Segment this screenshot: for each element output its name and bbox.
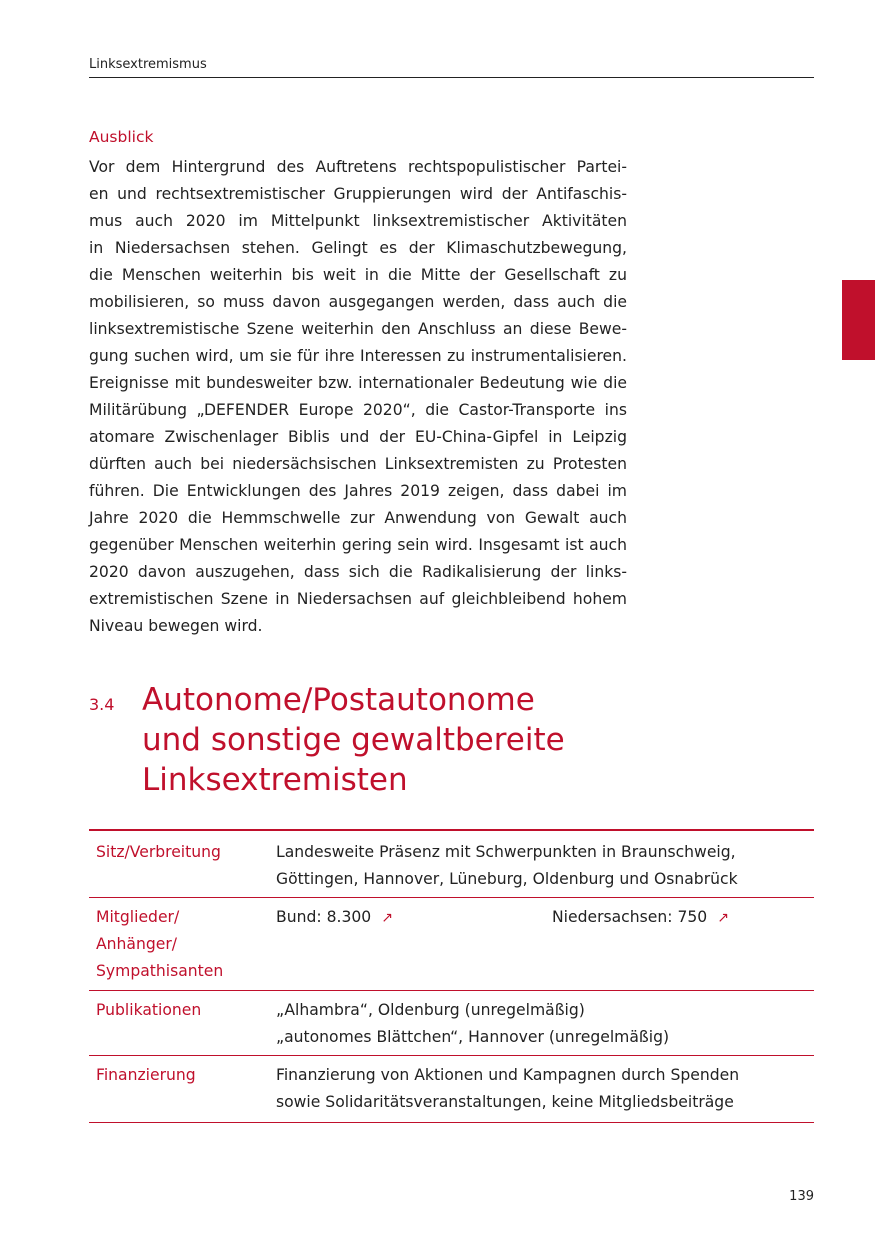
count-bund-value: Bund: 8.300 bbox=[276, 908, 372, 926]
fact-table bbox=[89, 829, 814, 1123]
table-row-finanzierung bbox=[89, 1056, 814, 1123]
value-line: Landesweite Präsenz mit Schwerpunkten in Braunschweig, bbox=[276, 843, 736, 861]
row-value bbox=[276, 991, 814, 1056]
paragraph-line: mobilisieren, so muss davon ausgegangen werden, dass auch die bbox=[89, 293, 627, 311]
member-counts bbox=[276, 904, 814, 931]
paragraph-line: gegenüber Menschen weiterhin gering sein wird. Insgesamt ist auch bbox=[89, 536, 627, 554]
section-number: 3.4 bbox=[89, 695, 115, 714]
paragraph-line: extremistischen Szene in Niedersachsen auf gleichbleibend hohem bbox=[89, 590, 627, 608]
chapter-marker-tab bbox=[842, 280, 875, 360]
label-line: Sympathisanten bbox=[96, 962, 224, 980]
section-title-line: Linksextremisten bbox=[142, 762, 408, 798]
row-label bbox=[89, 898, 276, 991]
paragraph-line: Jahre 2020 die Hemmschwelle zur Anwendung von Gewalt auch bbox=[89, 509, 627, 527]
value-line: sowie Solidaritätsveranstaltungen, keine Mitgliedsbeiträge bbox=[276, 1093, 734, 1111]
paragraph-line: dürften auch bei niedersächsischen Linksextremisten zu Protesten bbox=[89, 455, 627, 473]
value-line: Finanzierung von Aktionen und Kampagnen durch Spenden bbox=[276, 1066, 740, 1084]
paragraph-line: atomare Zwischenlager Biblis und der EU-China-Gipfel in Leipzig bbox=[89, 428, 627, 446]
paragraph-line: 2020 davon auszugehen, dass sich die Radikalisierung der links- bbox=[89, 563, 627, 581]
section-title-line: Autonome/Postautonome bbox=[142, 682, 535, 718]
row-label: Publikationen bbox=[96, 1001, 202, 1019]
count-niedersachsen bbox=[552, 904, 729, 932]
count-bund bbox=[276, 904, 393, 932]
paragraph-line: en und rechtsextremistischer Gruppierungen wird der Antifaschis- bbox=[89, 185, 627, 203]
value-line: „autonomes Blättchen“, Hannover (unregelmäßig) bbox=[276, 1028, 670, 1046]
table-row-sitz bbox=[89, 830, 814, 898]
paragraph-line: Vor dem Hintergrund des Auftretens rechtspopulistischer Partei- bbox=[89, 158, 627, 176]
section-title-line: und sonstige gewaltbereite bbox=[142, 722, 565, 758]
ausblick-heading: Ausblick bbox=[89, 128, 154, 146]
trend-up-icon: ↗ bbox=[717, 910, 729, 926]
value-line: „Alhambra“, Oldenburg (unregelmäßig) bbox=[276, 1001, 585, 1019]
row-value bbox=[276, 830, 814, 898]
ausblick-paragraph bbox=[89, 154, 627, 640]
paragraph-line: Militärübung „DEFENDER Europe 2020“, die Castor-Transporte ins bbox=[89, 401, 627, 419]
table-row-mitglieder bbox=[89, 898, 814, 991]
page-number: 139 bbox=[789, 1189, 814, 1204]
row-value bbox=[276, 898, 814, 991]
count-niedersachsen-value: Niedersachsen: 750 bbox=[552, 908, 708, 926]
paragraph-line: gung suchen wird, um sie für ihre Interessen zu instrumentalisieren. bbox=[89, 347, 627, 365]
paragraph-line: linksextremistische Szene weiterhin den Anschluss an diese Bewe- bbox=[89, 320, 627, 338]
row-label: Finanzierung bbox=[96, 1066, 196, 1084]
value-line: Göttingen, Hannover, Lüneburg, Oldenburg und Osnabrück bbox=[276, 870, 738, 888]
running-header: Linksextremismus bbox=[89, 57, 814, 78]
table-row-publikationen bbox=[89, 991, 814, 1056]
paragraph-line: in Niedersachsen stehen. Gelingt es der Klimaschutzbewegung, bbox=[89, 239, 627, 257]
section-title bbox=[142, 680, 565, 800]
row-value bbox=[276, 1056, 814, 1123]
label-line: Anhänger/ bbox=[96, 935, 178, 953]
paragraph-line: die Menschen weiterhin bis weit in die Mitte der Gesellschaft zu bbox=[89, 266, 627, 284]
row-label: Sitz/Verbreitung bbox=[96, 843, 221, 861]
label-line: Mitglieder/ bbox=[96, 908, 180, 926]
paragraph-line: Ereignisse mit bundesweiter bzw. internationaler Bedeutung wie die bbox=[89, 374, 627, 392]
paragraph-line: Niveau bewegen wird. bbox=[89, 617, 263, 635]
paragraph-line: mus auch 2020 im Mittelpunkt linksextremistischer Aktivitäten bbox=[89, 212, 627, 230]
trend-up-icon: ↗ bbox=[381, 910, 393, 926]
paragraph-line: führen. Die Entwicklungen des Jahres 2019 zeigen, dass dabei im bbox=[89, 482, 627, 500]
